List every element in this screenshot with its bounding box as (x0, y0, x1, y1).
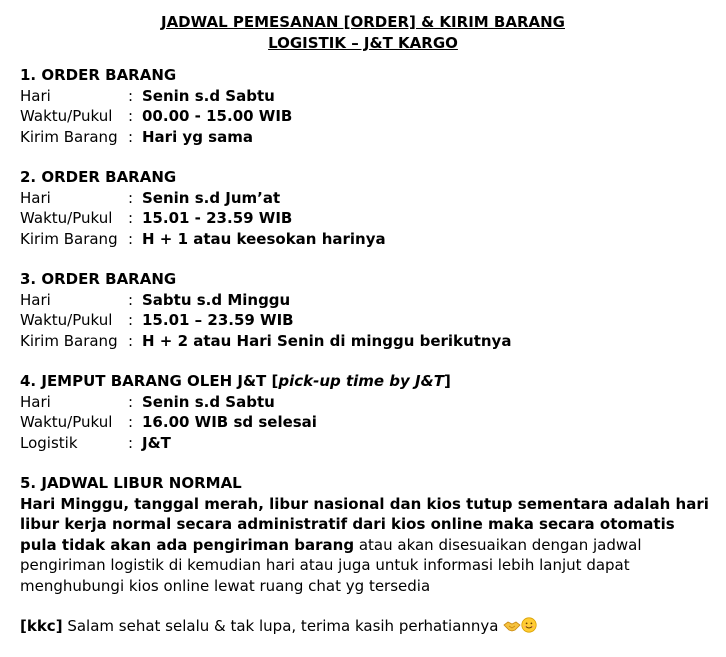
row-kirim: Kirim Barang : H + 1 atau keesokan harinya (20, 229, 386, 248)
section-heading: 4. JEMPUT BARANG OLEH J&T [pick-up time by J&T] (20, 372, 451, 390)
handshake-icon (503, 618, 521, 639)
row-value: H + 1 atau keesokan harinya (142, 229, 386, 248)
section-heading: 3. ORDER BARANG (20, 270, 177, 288)
row-value: J&T (142, 433, 171, 452)
row-kirim: Kirim Barang : Hari yg sama (20, 127, 253, 146)
section-heading-italic: pick-up time by J&T (278, 372, 444, 390)
section-heading: 2. ORDER BARANG (20, 168, 177, 186)
row-label: Hari (20, 188, 51, 207)
row-value: Hari yg sama (142, 127, 253, 146)
section-holiday (20, 473, 726, 596)
row-value: 15.01 - 23.59 WIB (142, 209, 293, 227)
row-value: 16.00 WIB sd selesai (142, 413, 317, 431)
row-value: Senin s.d Sabtu (142, 392, 275, 411)
row-value: 15.01 – 23.59 WIB (142, 311, 294, 329)
section-order-2 (20, 167, 726, 249)
holiday-bold-text: Hari Minggu, tanggal merah, libur nasional dan kios tutup sementara adalah hari libur kerja normal secara administratif dari kios online maka secara otomatis pula tidak akan ada pengiriman barang (20, 494, 709, 554)
title-line-1: JADWAL PEMESANAN [ORDER] & KIRIM BARANG (160, 13, 565, 31)
smiling-face-icon (521, 617, 537, 639)
row-value: Senin s.d Sabtu (142, 86, 275, 105)
row-hari: Hari : Sabtu s.d Minggu (20, 290, 291, 309)
closing-text: Salam sehat selalu & tak lupa, terima kasih perhatiannya (62, 617, 504, 635)
row-waktu: Waktu/Pukul : 00.00 - 15.00 WIB (20, 107, 293, 125)
row-label: Hari (20, 290, 51, 309)
document-title (0, 12, 726, 53)
row-label: Waktu/Pukul (20, 209, 113, 227)
row-label: Waktu/Pukul (20, 413, 113, 431)
row-waktu: Waktu/Pukul : 15.01 - 23.59 WIB (20, 209, 293, 227)
row-hari: Hari : Senin s.d Sabtu (20, 86, 275, 105)
holiday-normal-text: atau akan disesuaikan dengan jadwal pengiriman logistik di kemudian hari atau juga untuk informasi lebih lanjut dapat menghubungi kios online lewat ruang chat yg tersedia (20, 535, 642, 595)
row-label: Waktu/Pukul (20, 311, 113, 329)
row-label: Kirim Barang (20, 127, 118, 146)
row-hari: Hari : Senin s.d Sabtu (20, 392, 275, 411)
row-value: Sabtu s.d Minggu (142, 290, 291, 309)
row-hari: Hari : Senin s.d Jum’at (20, 188, 281, 207)
row-logistik: Logistik : J&T (20, 433, 171, 452)
section-order-3 (20, 269, 726, 351)
closing-tag: [kkc] (20, 617, 63, 635)
row-value: Senin s.d Jum’at (142, 188, 281, 207)
row-label: Hari (20, 392, 51, 411)
row-kirim: Kirim Barang : H + 2 atau Hari Senin di minggu berikutnya (20, 331, 512, 350)
row-label: Waktu/Pukul (20, 107, 113, 125)
row-label: Kirim Barang (20, 331, 118, 350)
section-heading-text: 4. JEMPUT BARANG OLEH J&T (20, 372, 267, 390)
row-value: 00.00 - 15.00 WIB (142, 107, 293, 125)
row-value: H + 2 atau Hari Senin di minggu berikutnya (142, 331, 512, 350)
section-pickup (20, 371, 726, 453)
row-label: Hari (20, 86, 51, 105)
holiday-paragraph (20, 494, 710, 597)
section-heading: 1. ORDER BARANG (20, 66, 177, 84)
closing-note (20, 616, 726, 639)
section-order-1 (20, 65, 726, 147)
row-label: Kirim Barang (20, 229, 118, 248)
row-waktu: Waktu/Pukul : 16.00 WIB sd selesai (20, 413, 317, 431)
section-heading: 5. JADWAL LIBUR NORMAL (20, 474, 242, 492)
row-waktu: Waktu/Pukul : 15.01 – 23.59 WIB (20, 311, 294, 329)
title-line-2: LOGISTIK – J&T KARGO (268, 33, 458, 52)
row-label: Logistik (20, 433, 78, 452)
